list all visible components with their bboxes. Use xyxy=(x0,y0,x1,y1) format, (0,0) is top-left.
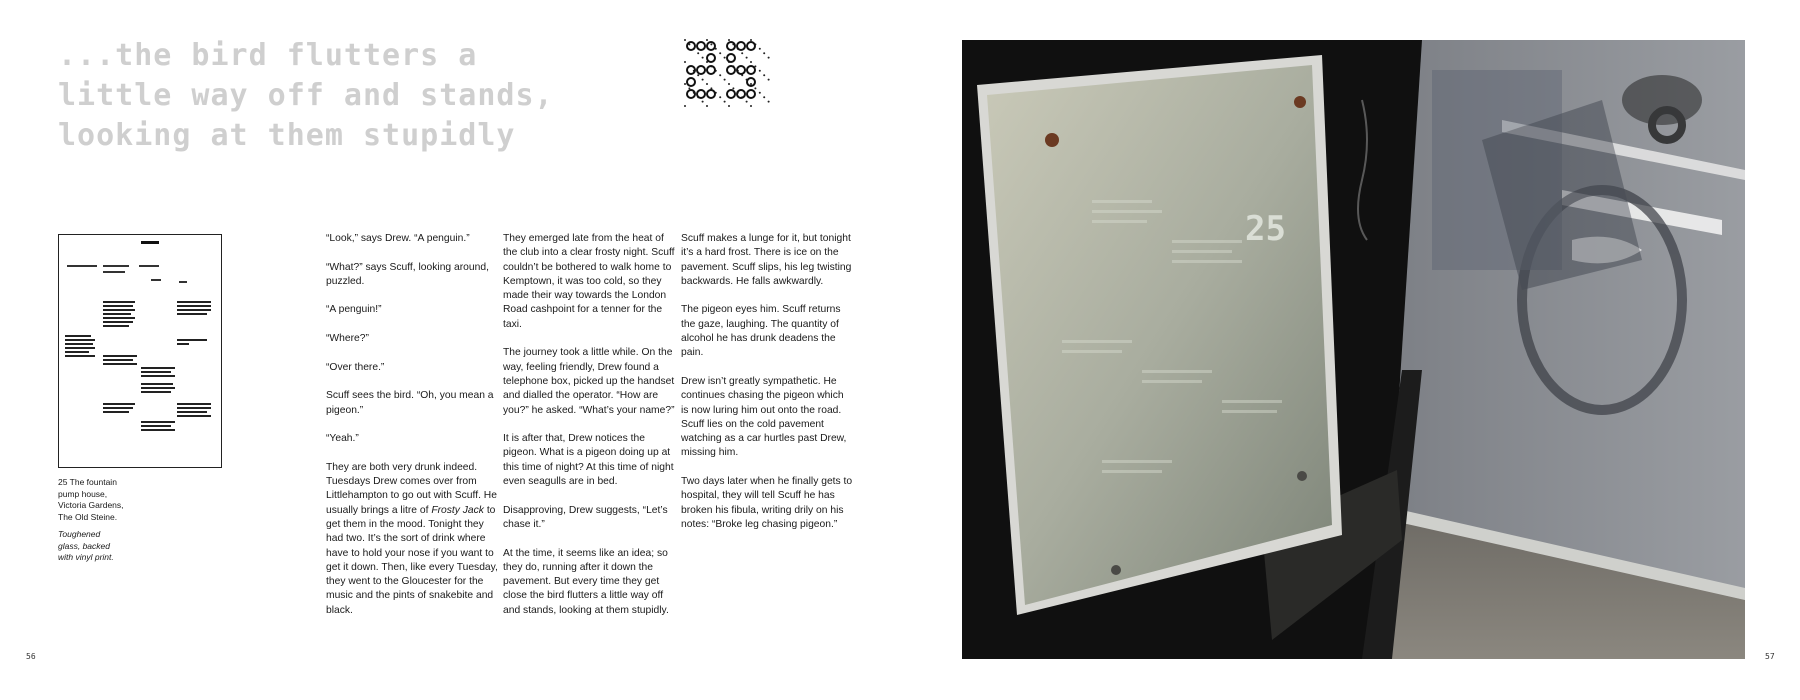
caption-title xyxy=(58,477,168,523)
dot xyxy=(724,79,726,81)
dot xyxy=(728,83,730,85)
text-column-1 xyxy=(326,232,498,632)
dot xyxy=(728,105,730,107)
paragraph: Drew isn’t greatly sympathetic. He continues chasing the pigeon which is now luring him out onto the road. Scuff lies on the cold pavement watching as a car hurtles past Drew, missing him. xyxy=(681,375,847,459)
paragraph: Disapproving, Drew suggests, “Let’s chase it.” xyxy=(503,504,668,530)
numeral-dot xyxy=(747,90,755,98)
numeral-dot xyxy=(727,66,735,74)
fixing-bolt xyxy=(1111,565,1121,575)
dot xyxy=(728,39,730,41)
book-title: Frosty Jack xyxy=(431,504,484,516)
numeral-dot xyxy=(697,42,705,50)
page-number-right: 57 xyxy=(1765,652,1775,661)
paragraph: “What?” says Scuff, looking around, puzzled. xyxy=(326,261,489,287)
caption-line: 25 The fountain xyxy=(58,477,117,487)
numeral-dot xyxy=(687,42,695,50)
dot xyxy=(702,57,704,59)
paragraph: Scuff makes a lunge for it, but tonight it’s a hard frost. There is ice on the pavement. Scuff slips, his leg twisting backwards. He falls awkwardly. xyxy=(681,233,852,287)
dot xyxy=(684,105,686,107)
caption-line: with vinyl print. xyxy=(58,552,114,562)
numeral-dot xyxy=(697,90,705,98)
panel-thumbnail xyxy=(58,234,222,468)
numeral-dot xyxy=(727,42,735,50)
numeral-dot xyxy=(747,66,755,74)
dot xyxy=(702,101,704,103)
dot xyxy=(768,101,770,103)
dot xyxy=(719,74,721,76)
dot xyxy=(750,61,752,63)
dot xyxy=(746,101,748,103)
caption-material xyxy=(58,529,168,564)
dot xyxy=(706,105,708,107)
dot xyxy=(706,39,708,41)
text-column-3 xyxy=(681,232,853,547)
paragraph: It is after that, Drew notices the pigeon. What is a pigeon doing up at this time of night? At this time of night even seagulls are in bed. xyxy=(503,433,674,488)
paragraph xyxy=(326,461,498,618)
paragraph: The pigeon eyes him. Scuff returns the gaze, laughing. The quantity of alcohol he has drunk deadens the pain. xyxy=(681,304,841,359)
paragraph: The journey took a little while. On the way, feeling friendly, Drew found a telephone box, picked up the handset and dialled the operator. “How are you?” he asked. “What’s your name?” xyxy=(503,347,675,416)
caption-line: pump house, xyxy=(58,488,108,499)
caption-line: Toughened xyxy=(58,529,101,539)
paragraph: They emerged late from the heat of the club into a clear frosty night. Scuff couldn’t be bothered to walk home to Kemptown, it was too cold, so they made their way towards the London Road cashpoint for a tenner for the taxi. xyxy=(503,233,675,330)
dot xyxy=(684,83,686,85)
dot xyxy=(724,57,726,59)
dot xyxy=(684,39,686,41)
pull-quote-line-1: ...the bird flutters a xyxy=(58,38,478,73)
paragraph-text: They are both very drunk indeed. Tuesdays Drew comes over from Littlehampton to go out with Scuff. He usually brings a litre of xyxy=(326,461,497,516)
numeral-dot xyxy=(747,42,755,50)
numeral-dot xyxy=(707,54,715,62)
numeral-dot xyxy=(707,42,715,50)
dot xyxy=(763,96,765,98)
paragraph: At the time, it seems like an idea; so they do, running after it down the pavement. But every time they get close the bird flutters a little way off and stands, looking at them stupidly. xyxy=(503,547,669,616)
dot xyxy=(750,39,752,41)
numeral-dot xyxy=(727,90,735,98)
dot xyxy=(750,105,752,107)
photo-illustration xyxy=(962,40,1745,659)
pull-quote-line-3: looking at them stupidly xyxy=(58,118,516,153)
fixing-bolt xyxy=(1045,133,1059,147)
caption-line: Victoria Gardens, xyxy=(58,500,124,510)
dot xyxy=(697,52,699,54)
text-column-2 xyxy=(503,232,675,632)
dot xyxy=(750,83,752,85)
paragraph: “Look,” says Drew. “A penguin.” xyxy=(326,233,470,244)
street-photograph xyxy=(962,40,1745,659)
paragraph: “A penguin!” xyxy=(326,304,382,316)
paragraph-text: to get them in the mood. Tonight they had two. It’s the sort of drink where have to hold your nose if you want to get it down. Then, like every Tuesday, they went to the Gloucester for the music and the pints of snakebite and black. xyxy=(326,504,498,616)
paragraph: Scuff sees the bird. “Oh, you mean a pigeon.” xyxy=(326,390,494,416)
dot xyxy=(754,87,756,89)
dotted-page-marker xyxy=(683,38,771,108)
numeral-dot xyxy=(697,66,705,74)
dot xyxy=(746,57,748,59)
numeral-dot xyxy=(737,42,745,50)
caption-line: The Old Steine. xyxy=(58,511,118,522)
glass-panel xyxy=(987,65,1332,605)
numeral-dot xyxy=(737,90,745,98)
paragraph: Two days later when he finally gets to hospital, they will tell Scuff he has broken his fibula, writing drily on his notes: “Broke leg chasing pigeon.” xyxy=(681,476,853,530)
numeral-dot xyxy=(727,54,735,62)
numeral-dot xyxy=(687,78,695,86)
numeral-dot xyxy=(707,90,715,98)
fixing-bolt xyxy=(1294,96,1306,108)
dot xyxy=(759,92,761,94)
dot xyxy=(763,74,765,76)
panel-layout-diagram xyxy=(59,235,221,467)
dot xyxy=(732,87,734,89)
dot xyxy=(768,57,770,59)
pull-quote-line-2: little way off and stands, xyxy=(58,78,554,113)
paragraph: “Where?” xyxy=(326,333,369,345)
paragraph: “Yeah.” xyxy=(326,433,359,445)
page-number-left: 56 xyxy=(26,652,36,661)
pull-quote xyxy=(58,36,554,156)
fixing-bolt xyxy=(1297,471,1307,481)
dot xyxy=(724,101,726,103)
dot xyxy=(702,79,704,81)
dot xyxy=(710,43,712,45)
dot xyxy=(759,70,761,72)
caption-line: glass, backed xyxy=(58,540,110,551)
image-caption xyxy=(58,477,168,570)
numeral-dot xyxy=(687,90,695,98)
dot xyxy=(719,96,721,98)
dot xyxy=(684,61,686,63)
panel-number: 25 xyxy=(1245,209,1286,249)
dot xyxy=(719,52,721,54)
dot xyxy=(763,52,765,54)
dot xyxy=(741,52,743,54)
paragraph: “Over there.” xyxy=(326,361,385,373)
dot xyxy=(768,79,770,81)
dot xyxy=(706,83,708,85)
dot xyxy=(759,48,761,50)
